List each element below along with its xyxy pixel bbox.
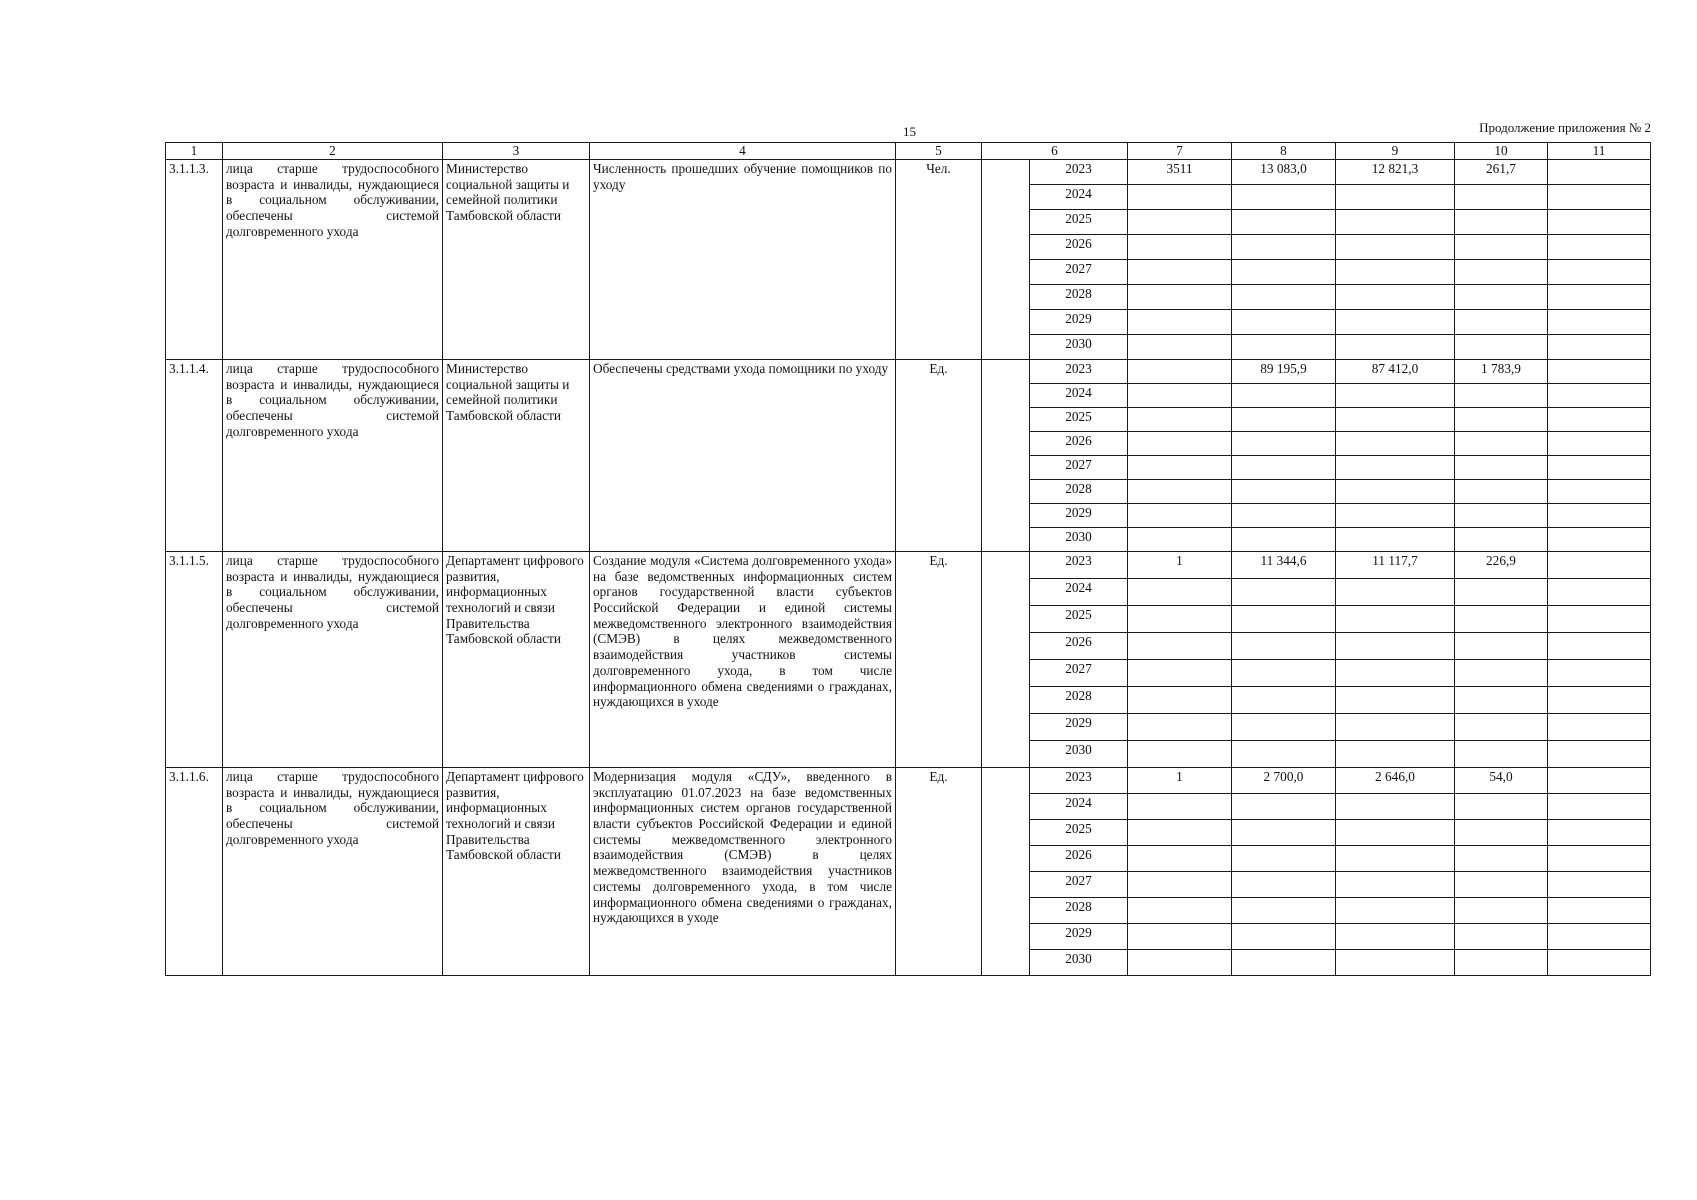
- value-cell-10: [1548, 185, 1651, 210]
- value-cell-7: [1232, 528, 1336, 552]
- program-measures-table: [165, 142, 1651, 976]
- value-cell-7: [1232, 480, 1336, 504]
- value-cell-9: [1455, 898, 1548, 924]
- value-cell-9: [1455, 820, 1548, 846]
- value-cell-10: [1548, 432, 1651, 456]
- value-cell-8: [1336, 235, 1455, 260]
- column-header-1: 1: [166, 143, 223, 160]
- value-cell-7: [1232, 872, 1336, 898]
- value-cell-9: [1455, 285, 1548, 310]
- value-cell-10: [1548, 820, 1651, 846]
- year-cell: 2025: [1030, 606, 1128, 633]
- table-row: [166, 552, 1651, 579]
- year-cell: 2026: [1030, 633, 1128, 660]
- value-cell-8: [1336, 432, 1455, 456]
- value-cell-7: [1232, 432, 1336, 456]
- value-cell-10: [1548, 504, 1651, 528]
- value-cell-10: [1548, 606, 1651, 633]
- value-cell-8: 11 117,7: [1336, 552, 1455, 579]
- value-cell-9: [1455, 528, 1548, 552]
- value-cell-7: [1232, 846, 1336, 872]
- measure-description-cell: Создание модуля «Система долговременного ухода» на базе ведомственных информационных систем органов государственной власти субъектов Российской Федерации и единой системы межведомственного электронного взаимодействия (СМЭВ) в целях межведомственного взаимодействия участников системы долговременного ухода, в том числе информационного обмена сведениями о гражданах, нуждающихся в уходе: [590, 552, 896, 768]
- value-cell-8: [1336, 950, 1455, 976]
- value-cell-7: [1232, 185, 1336, 210]
- value-cell-7: [1232, 456, 1336, 480]
- value-cell-9: [1455, 432, 1548, 456]
- year-cell: 2025: [1030, 210, 1128, 235]
- year-cell: 2028: [1030, 898, 1128, 924]
- year-cell: 2027: [1030, 456, 1128, 480]
- year-cell: 2023: [1030, 160, 1128, 185]
- value-cell-10: [1548, 579, 1651, 606]
- value-cell-10: [1548, 950, 1651, 976]
- year-cell: 2028: [1030, 687, 1128, 714]
- value-cell-7: [1232, 660, 1336, 687]
- value-cell-10: [1548, 687, 1651, 714]
- year-cell: 2026: [1030, 846, 1128, 872]
- value-cell-7: [1232, 210, 1336, 235]
- value-cell-10: [1548, 924, 1651, 950]
- year-cell: 2024: [1030, 579, 1128, 606]
- value-cell-7: [1232, 741, 1336, 768]
- measure-code: 3.1.1.4.: [166, 360, 223, 552]
- value-cell-9: [1455, 741, 1548, 768]
- value-cell-9: 1 783,9: [1455, 360, 1548, 384]
- spacer-cell: [982, 160, 1030, 360]
- value-cell-9: [1455, 794, 1548, 820]
- measure-description-cell: Численность прошедших обучение помощников по уходу: [590, 160, 896, 360]
- year-cell: 2026: [1030, 432, 1128, 456]
- value-cell-7: [1232, 820, 1336, 846]
- measure-code: 3.1.1.3.: [166, 160, 223, 360]
- responsible-executor-cell: Министерство социальной защиты и семейной политики Тамбовской области: [443, 160, 590, 360]
- value-cell-10: [1548, 210, 1651, 235]
- value-cell-9: [1455, 846, 1548, 872]
- year-cell: 2028: [1030, 285, 1128, 310]
- value-cell-10: [1548, 480, 1651, 504]
- value-cell-8: [1336, 504, 1455, 528]
- year-cell: 2025: [1030, 820, 1128, 846]
- value-cell-8: [1336, 384, 1455, 408]
- value-cell-8: [1336, 606, 1455, 633]
- value-cell-6: [1128, 260, 1232, 285]
- value-cell-10: [1548, 160, 1651, 185]
- value-cell-9: 54,0: [1455, 768, 1548, 794]
- value-cell-8: [1336, 687, 1455, 714]
- value-cell-6: [1128, 335, 1232, 360]
- measure-code: 3.1.1.6.: [166, 768, 223, 976]
- value-cell-6: [1128, 579, 1232, 606]
- value-cell-8: [1336, 310, 1455, 335]
- value-cell-8: [1336, 210, 1455, 235]
- value-cell-7: 13 083,0: [1232, 160, 1336, 185]
- value-cell-6: [1128, 687, 1232, 714]
- value-cell-6: [1128, 480, 1232, 504]
- value-cell-6: 3511: [1128, 160, 1232, 185]
- value-cell-10: [1548, 384, 1651, 408]
- value-cell-8: [1336, 633, 1455, 660]
- value-cell-9: [1455, 235, 1548, 260]
- value-cell-7: 89 195,9: [1232, 360, 1336, 384]
- value-cell-9: [1455, 579, 1548, 606]
- value-cell-6: [1128, 898, 1232, 924]
- value-cell-8: [1336, 794, 1455, 820]
- value-cell-6: 1: [1128, 552, 1232, 579]
- measure-description-cell: Обеспечены средствами ухода помощники по уходу: [590, 360, 896, 552]
- value-cell-9: [1455, 408, 1548, 432]
- value-cell-6: [1128, 456, 1232, 480]
- value-cell-10: [1548, 335, 1651, 360]
- value-cell-10: [1548, 794, 1651, 820]
- value-cell-6: [1128, 606, 1232, 633]
- column-header-5: 5: [896, 143, 982, 160]
- value-cell-7: [1232, 504, 1336, 528]
- measure-code: 3.1.1.5.: [166, 552, 223, 768]
- year-cell: 2030: [1030, 335, 1128, 360]
- appendix-continuation-caption: Продолжение приложения № 2: [1479, 120, 1651, 135]
- year-cell: 2030: [1030, 528, 1128, 552]
- unit-cell: Чел.: [896, 160, 982, 360]
- target-group-cell: лица старше трудоспособного возраста и инвалиды, нуждающиеся в социальном обслуживании, обеспечены системой долговременного ухода: [223, 360, 443, 552]
- value-cell-8: [1336, 714, 1455, 741]
- unit-cell: Ед.: [896, 360, 982, 552]
- year-cell: 2024: [1030, 384, 1128, 408]
- table-row: [166, 768, 1651, 794]
- column-header-2: 2: [223, 143, 443, 160]
- column-number-row: [166, 143, 1651, 160]
- value-cell-10: [1548, 552, 1651, 579]
- spacer-cell: [982, 768, 1030, 976]
- value-cell-9: 226,9: [1455, 552, 1548, 579]
- value-cell-10: [1548, 660, 1651, 687]
- value-cell-6: [1128, 924, 1232, 950]
- value-cell-8: [1336, 480, 1455, 504]
- year-cell: 2027: [1030, 872, 1128, 898]
- year-cell: 2025: [1030, 408, 1128, 432]
- value-cell-9: [1455, 950, 1548, 976]
- value-cell-8: [1336, 898, 1455, 924]
- value-cell-8: [1336, 741, 1455, 768]
- value-cell-6: [1128, 660, 1232, 687]
- value-cell-9: [1455, 480, 1548, 504]
- value-cell-9: [1455, 384, 1548, 408]
- value-cell-9: [1455, 456, 1548, 480]
- value-cell-9: 261,7: [1455, 160, 1548, 185]
- value-cell-8: 12 821,3: [1336, 160, 1455, 185]
- value-cell-6: [1128, 185, 1232, 210]
- responsible-executor-cell: Министерство социальной защиты и семейной политики Тамбовской области: [443, 360, 590, 552]
- value-cell-7: [1232, 335, 1336, 360]
- value-cell-7: [1232, 633, 1336, 660]
- value-cell-8: [1336, 579, 1455, 606]
- value-cell-10: [1548, 456, 1651, 480]
- value-cell-10: [1548, 846, 1651, 872]
- column-header-3: 3: [443, 143, 590, 160]
- value-cell-7: [1232, 794, 1336, 820]
- unit-cell: Ед.: [896, 768, 982, 976]
- table-row: [166, 160, 1651, 185]
- value-cell-9: [1455, 660, 1548, 687]
- value-cell-6: [1128, 950, 1232, 976]
- value-cell-7: [1232, 606, 1336, 633]
- value-cell-6: [1128, 285, 1232, 310]
- value-cell-6: [1128, 633, 1232, 660]
- value-cell-8: 2 646,0: [1336, 768, 1455, 794]
- target-group-cell: лица старше трудоспособного возраста и инвалиды, нуждающиеся в социальном обслуживании, обеспечены системой долговременного ухода: [223, 552, 443, 768]
- value-cell-6: [1128, 794, 1232, 820]
- table-row: [166, 360, 1651, 384]
- value-cell-6: [1128, 872, 1232, 898]
- value-cell-6: [1128, 384, 1232, 408]
- column-header-9: 9: [1336, 143, 1455, 160]
- year-cell: 2029: [1030, 714, 1128, 741]
- value-cell-9: [1455, 335, 1548, 360]
- value-cell-9: [1455, 924, 1548, 950]
- year-cell: 2024: [1030, 794, 1128, 820]
- value-cell-10: [1548, 768, 1651, 794]
- year-cell: 2028: [1030, 480, 1128, 504]
- year-cell: 2030: [1030, 950, 1128, 976]
- value-cell-6: [1128, 360, 1232, 384]
- value-cell-10: [1548, 633, 1651, 660]
- value-cell-8: [1336, 924, 1455, 950]
- value-cell-8: [1336, 408, 1455, 432]
- value-cell-9: [1455, 210, 1548, 235]
- value-cell-6: [1128, 820, 1232, 846]
- value-cell-6: 1: [1128, 768, 1232, 794]
- value-cell-7: [1232, 384, 1336, 408]
- year-cell: 2023: [1030, 360, 1128, 384]
- responsible-executor-cell: Департамент цифрового развития, информационных технологий и связи Правительства Тамбовской области: [443, 552, 590, 768]
- value-cell-8: [1336, 820, 1455, 846]
- value-cell-7: 2 700,0: [1232, 768, 1336, 794]
- value-cell-10: [1548, 898, 1651, 924]
- year-cell: 2026: [1030, 235, 1128, 260]
- value-cell-10: [1548, 741, 1651, 768]
- value-cell-10: [1548, 408, 1651, 432]
- spacer-cell: [982, 360, 1030, 552]
- value-cell-7: [1232, 408, 1336, 432]
- value-cell-6: [1128, 210, 1232, 235]
- value-cell-9: [1455, 633, 1548, 660]
- table-body: [166, 160, 1651, 976]
- measure-description-cell: Модернизация модуля «СДУ», введенного в эксплуатацию 01.07.2023 на базе ведомственных информационных систем органов государственной власти субъектов Российской Федерации и единой системы межведомственного электронного взаимодействия (СМЭВ) в целях межведомственного взаимодействия участников системы долговременного ухода, в том числе информационного обмена сведениями о гражданах, нуждающихся в уходе: [590, 768, 896, 976]
- value-cell-7: [1232, 924, 1336, 950]
- value-cell-10: [1548, 260, 1651, 285]
- year-cell: 2023: [1030, 768, 1128, 794]
- value-cell-8: [1336, 846, 1455, 872]
- value-cell-7: [1232, 285, 1336, 310]
- value-cell-9: [1455, 872, 1548, 898]
- value-cell-8: [1336, 260, 1455, 285]
- column-header-7: 7: [1128, 143, 1232, 160]
- value-cell-6: [1128, 846, 1232, 872]
- value-cell-7: [1232, 950, 1336, 976]
- value-cell-8: 87 412,0: [1336, 360, 1455, 384]
- value-cell-10: [1548, 285, 1651, 310]
- year-cell: 2029: [1030, 504, 1128, 528]
- column-header-10: 10: [1455, 143, 1548, 160]
- column-header-4: 4: [590, 143, 896, 160]
- value-cell-10: [1548, 235, 1651, 260]
- value-cell-10: [1548, 360, 1651, 384]
- value-cell-9: [1455, 504, 1548, 528]
- value-cell-7: [1232, 579, 1336, 606]
- value-cell-6: [1128, 432, 1232, 456]
- value-cell-9: [1455, 185, 1548, 210]
- value-cell-6: [1128, 714, 1232, 741]
- value-cell-6: [1128, 528, 1232, 552]
- value-cell-7: [1232, 898, 1336, 924]
- value-cell-8: [1336, 872, 1455, 898]
- column-header-11: 11: [1548, 143, 1651, 160]
- value-cell-6: [1128, 504, 1232, 528]
- value-cell-7: [1232, 260, 1336, 285]
- value-cell-8: [1336, 335, 1455, 360]
- value-cell-10: [1548, 714, 1651, 741]
- year-cell: 2029: [1030, 924, 1128, 950]
- year-cell: 2029: [1030, 310, 1128, 335]
- value-cell-6: [1128, 310, 1232, 335]
- value-cell-7: [1232, 687, 1336, 714]
- target-group-cell: лица старше трудоспособного возраста и инвалиды, нуждающиеся в социальном обслуживании, обеспечены системой долговременного ухода: [223, 160, 443, 360]
- value-cell-8: [1336, 660, 1455, 687]
- column-header-6: 6: [982, 143, 1128, 160]
- year-cell: 2024: [1030, 185, 1128, 210]
- value-cell-9: [1455, 260, 1548, 285]
- value-cell-6: [1128, 235, 1232, 260]
- value-cell-10: [1548, 310, 1651, 335]
- value-cell-6: [1128, 408, 1232, 432]
- value-cell-8: [1336, 528, 1455, 552]
- spacer-cell: [982, 552, 1030, 768]
- value-cell-8: [1336, 456, 1455, 480]
- year-cell: 2023: [1030, 552, 1128, 579]
- value-cell-7: 11 344,6: [1232, 552, 1336, 579]
- column-header-8: 8: [1232, 143, 1336, 160]
- value-cell-7: [1232, 235, 1336, 260]
- value-cell-7: [1232, 310, 1336, 335]
- target-group-cell: лица старше трудоспособного возраста и инвалиды, нуждающиеся в социальном обслуживании, обеспечены системой долговременного ухода: [223, 768, 443, 976]
- value-cell-6: [1128, 741, 1232, 768]
- responsible-executor-cell: Департамент цифрового развития, информационных технологий и связи Правительства Тамбовской области: [443, 768, 590, 976]
- value-cell-7: [1232, 714, 1336, 741]
- value-cell-10: [1548, 872, 1651, 898]
- value-cell-9: [1455, 714, 1548, 741]
- value-cell-8: [1336, 285, 1455, 310]
- value-cell-9: [1455, 687, 1548, 714]
- page-number: 15: [903, 124, 916, 139]
- value-cell-8: [1336, 185, 1455, 210]
- value-cell-10: [1548, 528, 1651, 552]
- value-cell-9: [1455, 606, 1548, 633]
- year-cell: 2027: [1030, 660, 1128, 687]
- year-cell: 2027: [1030, 260, 1128, 285]
- value-cell-9: [1455, 310, 1548, 335]
- unit-cell: Ед.: [896, 552, 982, 768]
- year-cell: 2030: [1030, 741, 1128, 768]
